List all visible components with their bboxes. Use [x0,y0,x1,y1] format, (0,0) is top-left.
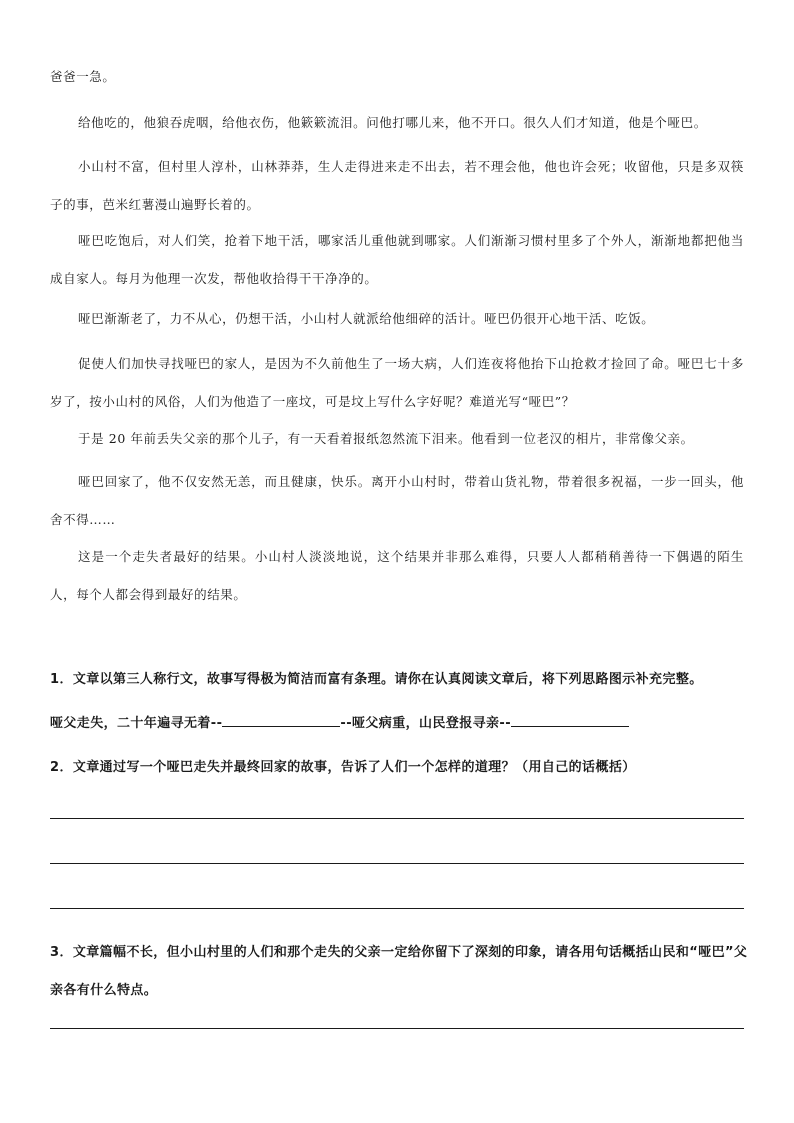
passage-paragraph: 爸爸一急。 [50,69,116,84]
answer-line[interactable] [50,818,744,819]
passage-paragraph: 哑巴吃饱后，对人们笑，抢着下地干活，哪家活儿重他就到哪家。人们渐渐习惯村里多了个外人，渐渐地都把他当成自家人。每月为他理一次发，帮他收拾得干干净净的。 [50,233,744,286]
answer-line[interactable] [50,1028,744,1029]
passage-paragraph: 小山村不富，但村里人淳朴，山林莽莽，生人走得进来走不出去，若不理会他，他也许会死；收留他，只是多双筷子的事，芭米红薯漫山遍野长着的。 [50,159,744,212]
answer-line[interactable] [50,908,744,909]
answer-blank-2[interactable] [511,712,629,727]
question-2: 2．文章通过写一个哑巴走失并最终回家的故事，告诉了人们一个怎样的道理？（用自己的话概括） [50,760,636,775]
flow-step-1: 哑父走失，二十年遍寻无着-- [50,716,223,731]
question-1-flow [50,704,750,744]
passage-paragraph: 给他吃的，他狼吞虎咽，给他衣伤，他簌簌流泪。问他打哪儿来，他不开口。很久人们才知道，他是个哑巴。 [78,115,707,130]
flow-step-2: --哑父病重，山民登报寻亲-- [340,716,511,731]
answer-blank-1[interactable] [222,712,340,727]
passage-paragraph: 哑巴渐渐老了，力不从心，仍想干活，小山村人就派给他细碎的活计。哑巴仍很开心地干活、吃饭。 [78,311,655,326]
question-3: 3．文章篇幅不长，但小山村里的人们和那个走失的父亲一定给你留下了深刻的印象，请各用句话概括山民和“哑巴”父亲各有什么特点。 [50,945,748,998]
answer-line[interactable] [50,863,744,864]
passage-paragraph: 于是 20 年前丢失父亲的那个儿子，有一天看着报纸忽然流下泪来。他看到一位老汉的相片，非常像父亲。 [78,431,694,446]
passage-paragraph: 这是一个走失者最好的结果。小山村人淡淡地说，这个结果并非那么难得，只要人人都稍稍善待一下偶遇的陌生人，每个人都会得到最好的结果。 [50,549,744,602]
passage-paragraph: 促使人们加快寻找哑巴的家人，是因为不久前他生了一场大病，人们连夜将他抬下山抢救才捡回了命。哑巴七十多岁了，按小山村的风俗，人们为他造了一座坟，可是坟上写什么字好呢？难道光写“哑巴”？ [50,356,744,409]
passage-paragraph: 哑巴回家了，他不仅安然无恙，而且健康，快乐。离开小山村时，带着山货礼物，带着很多祝福，一步一回头，他舍不得…… [50,474,744,527]
question-1: 1．文章以第三人称行文，故事写得极为简洁而富有条理。请你在认真阅读文章后，将下列思路图示补充完整。 [50,672,703,687]
